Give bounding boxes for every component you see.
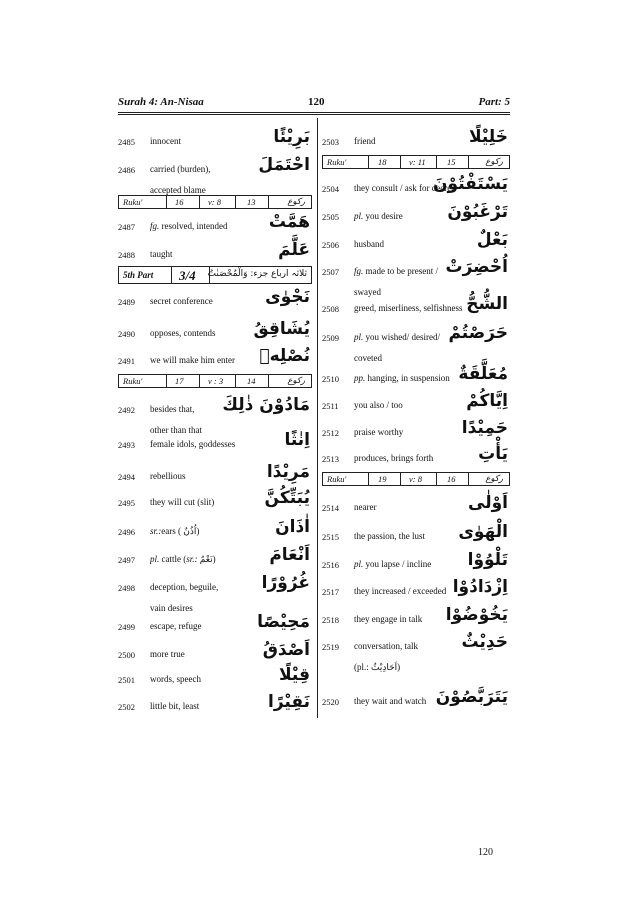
- ruku-cell-border: [468, 473, 469, 485]
- ruku-cell-border: [199, 375, 200, 387]
- arabic-word: حَدِيْثٌ: [461, 632, 508, 652]
- entry-number: 2498: [118, 583, 135, 593]
- entry-number: 2520: [322, 697, 339, 707]
- entry-number: 2518: [322, 615, 339, 625]
- ruku-box: [118, 374, 312, 388]
- ruku-count: 16: [447, 474, 456, 484]
- ruku-label: Ruku': [327, 474, 347, 484]
- meaning-text: friend: [354, 136, 376, 146]
- entry-number: 2513: [322, 454, 339, 464]
- meaning-text: praise worthy: [354, 427, 404, 437]
- entry-meaning: [150, 644, 185, 665]
- header-rule: [118, 112, 510, 113]
- header-rule-double: [118, 114, 510, 115]
- entry-number: 2492: [118, 405, 135, 415]
- ruku-verses: v: 8: [208, 197, 221, 207]
- meaning-text: taught: [150, 249, 173, 259]
- entry-number: 2491: [118, 356, 135, 366]
- entry-number: 2496: [118, 527, 135, 537]
- arabic-word: اَوْلٰى: [468, 493, 508, 513]
- entry-meaning: [150, 492, 214, 513]
- entry-meaning: [150, 291, 213, 312]
- meaning-text: you wished/ desired/: [363, 332, 441, 342]
- ruku-cell-border: [436, 156, 437, 168]
- meaning-text: they increased / exceeded: [354, 586, 447, 596]
- entry-number: 2516: [322, 560, 339, 570]
- meaning-continued: swayed: [354, 287, 381, 297]
- entry-meaning: [150, 466, 186, 487]
- ruku-cell-border: [468, 156, 469, 168]
- entry-number: 2506: [322, 240, 339, 250]
- meaning-text: ears (: [161, 526, 182, 536]
- entry-number: 2515: [322, 532, 339, 542]
- entry-meaning: [354, 131, 376, 152]
- arabic-word: حَمِيْدًا: [461, 418, 508, 438]
- ruku-count: 13: [247, 197, 256, 207]
- arabic-word: خَلِيْلًا: [468, 127, 508, 147]
- entry-meaning: [354, 395, 403, 416]
- meaning-text: they consult / ask for decree: [354, 183, 456, 193]
- ruku-label: Ruku': [123, 197, 143, 207]
- ruku-cell-border: [235, 196, 236, 208]
- meaning-text: you also / too: [354, 400, 403, 410]
- meaning-continued: vain desires: [150, 603, 193, 613]
- entry-meaning: [354, 554, 431, 575]
- arabic-word: قِيْلًا: [279, 665, 310, 685]
- ruku-cell-border: [235, 375, 236, 387]
- entry-meaning: [354, 448, 433, 469]
- part-label: Part: 5: [478, 96, 510, 108]
- ruku-cell-border: [436, 473, 437, 485]
- meaning-text: hanging, in suspension: [365, 373, 450, 383]
- grammar-gloss: pl.: [354, 211, 364, 221]
- grammar-gloss: pp.: [354, 373, 366, 383]
- arabic-word: يَسْتَفْتُوْنَ: [433, 174, 508, 194]
- arabic-word: مَرِيْدًا: [266, 462, 310, 482]
- arabic-word: بَعْلٌ: [476, 230, 508, 250]
- meaning-text: carried (burden),: [150, 164, 211, 174]
- entry-meaning: [354, 497, 376, 518]
- entry-meaning: [150, 577, 218, 619]
- ruku-number: 17: [175, 376, 184, 386]
- arabic-word: تَرْغَبُوْنَ: [447, 202, 508, 222]
- meaning-tail: اُذُنٌ): [181, 526, 200, 536]
- ruku-count: 14: [247, 376, 256, 386]
- entry-number: 2501: [118, 675, 135, 685]
- meaning-text: female idols, goddesses: [150, 439, 236, 449]
- arabic-word: اِنٰثًا: [284, 430, 310, 450]
- entry-meaning: [150, 616, 201, 637]
- ruku-cell-border: [199, 196, 200, 208]
- arabic-word: غُرُوْرًا: [261, 573, 310, 593]
- arabic-word: احْتَمَلَ: [258, 155, 310, 175]
- ruku-label: Ruku': [123, 376, 143, 386]
- entry-meaning: [150, 216, 228, 237]
- ruku-arabic: رکوع: [287, 376, 305, 386]
- arabic-word: مُعَلَّقَةٌ: [458, 364, 508, 384]
- ruku-count: 15: [447, 157, 456, 167]
- arabic-word: اِزْدَادُوْا: [452, 577, 508, 597]
- arabic-word: حَرَصْتُمْ: [448, 323, 508, 343]
- entry-number: 2519: [322, 642, 339, 652]
- entry-number: 2500: [118, 650, 135, 660]
- meaning-tail: نَعْمٌ): [197, 554, 216, 564]
- meaning-text: you lapse / incline: [363, 559, 432, 569]
- meaning-text: cattle (: [159, 554, 187, 564]
- meaning-text: the passion, the lust: [354, 531, 425, 541]
- ruku-number: 16: [175, 197, 184, 207]
- ruku-cell-border: [400, 156, 401, 168]
- meaning-text: words, speech: [150, 674, 201, 684]
- ruku-cell-border: [268, 196, 269, 208]
- entry-meaning: [354, 298, 462, 319]
- ruku-cell-border: [268, 375, 269, 387]
- arabic-word: الشُّحُّ: [466, 294, 508, 314]
- ruku-verses: v: 8: [409, 474, 422, 484]
- arabic-word: يُبَتِّكُنَّ: [264, 488, 310, 508]
- entry-number: 2499: [118, 622, 135, 632]
- arabic-word: يُشَاقِقُ: [253, 319, 310, 339]
- meaning-continued: (pl.: اَحَادِيْثُ): [354, 662, 401, 672]
- entry-number: 2497: [118, 555, 135, 565]
- arabic-word: نَقِيْرًا: [268, 692, 310, 712]
- arabic-word: هَمَّتْ: [268, 212, 310, 232]
- ruku-arabic: رکوع: [485, 157, 503, 167]
- entry-number: 2490: [118, 329, 135, 339]
- entry-number: 2495: [118, 498, 135, 508]
- entry-number: 2485: [118, 137, 135, 147]
- grammar-gloss: fg.: [354, 266, 364, 276]
- arabic-word: الْهَوٰى: [458, 522, 508, 542]
- meaning-text: secret conference: [150, 296, 213, 306]
- meaning-text: rebellious: [150, 471, 186, 481]
- grammar-gloss: sr.:: [150, 526, 162, 536]
- arabic-word: بَرِيْئًا: [273, 127, 310, 147]
- arabic-word: مَحِيْصًا: [257, 612, 310, 632]
- entry-number: 2488: [118, 250, 135, 260]
- header-page-number: 120: [308, 96, 325, 108]
- meaning-text: innocent: [150, 136, 181, 146]
- entry-meaning: [354, 206, 403, 227]
- entry-number: 2494: [118, 472, 135, 482]
- part-label: 5th Part: [123, 270, 154, 280]
- meaning-continued: coveted: [354, 353, 382, 363]
- part-marker-box: [118, 266, 312, 284]
- column-divider: [317, 118, 318, 718]
- ruku-box: [118, 195, 312, 209]
- ruku-label: Ruku': [327, 157, 347, 167]
- arabic-word: مَادُوْنَ ذٰلِكَ: [222, 395, 310, 415]
- meaning-text: nearer: [354, 502, 377, 512]
- grammar-gloss: pl.: [150, 554, 160, 564]
- entry-number: 2489: [118, 297, 135, 307]
- meaning-text: resolved, intended: [159, 221, 228, 231]
- meaning-text: they wait and watch: [354, 696, 427, 706]
- ruku-cell-border: [368, 156, 369, 168]
- meaning-continued: other than that: [150, 425, 202, 435]
- entry-meaning: [150, 244, 173, 265]
- entry-meaning: [150, 350, 235, 371]
- entry-number: 2512: [322, 428, 339, 438]
- meaning-text: produces, brings forth: [354, 453, 434, 463]
- arabic-word: اُحْضِرَتْ: [445, 257, 508, 277]
- meaning-text: more true: [150, 649, 185, 659]
- footer-page-number: 120: [478, 847, 493, 858]
- arabic-word: اَصْدَقُ: [262, 640, 310, 660]
- entry-meaning: [354, 581, 446, 602]
- arabic-word: عَلَّمَ: [278, 240, 310, 260]
- meaning-text: escape, refuge: [150, 621, 202, 631]
- meaning-text: little bit, least: [150, 701, 200, 711]
- ruku-cell-border: [400, 473, 401, 485]
- entry-number: 2511: [322, 401, 339, 411]
- meaning-text: you desire: [363, 211, 403, 221]
- entry-number: 2508: [322, 304, 339, 314]
- ruku-number: 18: [378, 157, 387, 167]
- meaning-text: greed, miserliness, selfishness: [354, 303, 463, 313]
- ruku-cell-border: [166, 196, 167, 208]
- arabic-word: اٰذَانَ: [275, 517, 310, 537]
- part-cell-border: [171, 267, 172, 283]
- entry-meaning: [354, 261, 438, 303]
- entry-number: 2502: [118, 702, 135, 712]
- meaning-text: deception, beguile,: [150, 582, 219, 592]
- grammar-gloss: pl.: [354, 559, 364, 569]
- part-fraction: 3/4: [179, 268, 196, 283]
- entry-meaning: [150, 696, 199, 717]
- meaning-text: conversation, talk: [354, 641, 418, 651]
- arabic-word: اَنْعَامَ: [269, 545, 310, 565]
- grammar-gloss: fg.: [150, 221, 160, 231]
- meaning-continued: accepted blame: [150, 185, 206, 195]
- arabic-word: اِيَّاكُمْ: [466, 391, 508, 411]
- meaning-text: they engage in talk: [354, 614, 423, 624]
- meaning-text: opposes, contends: [150, 328, 216, 338]
- entry-meaning: [354, 636, 418, 678]
- arabic-word: يَخُوْضُوْا: [445, 605, 508, 625]
- entry-number: 2509: [322, 333, 339, 343]
- entry-meaning: [150, 434, 235, 455]
- meaning-text: we will make him enter: [150, 355, 235, 365]
- ruku-arabic: رکوع: [485, 474, 503, 484]
- entry-meaning: [354, 368, 450, 389]
- grammar-gloss: pl.: [354, 332, 364, 342]
- ruku-arabic: رکوع: [287, 197, 305, 207]
- entry-number: 2493: [118, 440, 135, 450]
- meaning-text: husband: [354, 239, 384, 249]
- entry-meaning: [150, 669, 201, 690]
- meaning-text: made to be present /: [363, 266, 438, 276]
- entry-number: 2514: [322, 503, 339, 513]
- entry-number: 2487: [118, 222, 135, 232]
- entry-meaning: [354, 526, 425, 547]
- surah-title: Surah 4: An-Nisaa: [118, 96, 204, 108]
- entry-number: 2517: [322, 587, 339, 597]
- entry-meaning: [150, 549, 216, 570]
- entry-meaning: [150, 323, 216, 344]
- entry-meaning: [150, 131, 181, 152]
- entry-meaning: [150, 521, 199, 542]
- entry-meaning: [354, 327, 440, 369]
- entry-meaning: [354, 422, 403, 443]
- ruku-cell-border: [166, 375, 167, 387]
- entry-number: 2507: [322, 267, 339, 277]
- entry-number: 2504: [322, 184, 339, 194]
- page-header: [118, 96, 510, 112]
- grammar-gloss: sr.:: [186, 554, 198, 564]
- entry-meaning: [354, 234, 384, 255]
- arabic-word: يَأْتِ: [478, 444, 508, 464]
- arabic-word: يَتَرَبَّصُوْنَ: [435, 687, 508, 707]
- ruku-cell-border: [368, 473, 369, 485]
- meaning-text: they will cut (slit): [150, 497, 215, 507]
- ruku-box: [322, 472, 510, 486]
- entry-number: 2503: [322, 137, 339, 147]
- entry-number: 2510: [322, 374, 339, 384]
- entry-meaning: [354, 609, 422, 630]
- ruku-number: 19: [378, 474, 387, 484]
- entry-meaning: [354, 691, 426, 712]
- arabic-word: نَجْوٰى: [265, 287, 310, 307]
- arabic-word: نُصْلِهٖ: [259, 346, 310, 366]
- meaning-text: besides that,: [150, 404, 195, 414]
- ruku-verses: v : 3: [208, 376, 224, 386]
- ruku-box: [322, 155, 510, 169]
- entry-number: 2486: [118, 165, 135, 175]
- arabic-word: تَلْوُوْا: [467, 550, 508, 570]
- ruku-verses: v: 11: [409, 157, 426, 167]
- part-arabic: ثلاثہ ارباع جزء: وَالْمُحْصَنٰتُ: [207, 269, 307, 279]
- entry-number: 2505: [322, 212, 339, 222]
